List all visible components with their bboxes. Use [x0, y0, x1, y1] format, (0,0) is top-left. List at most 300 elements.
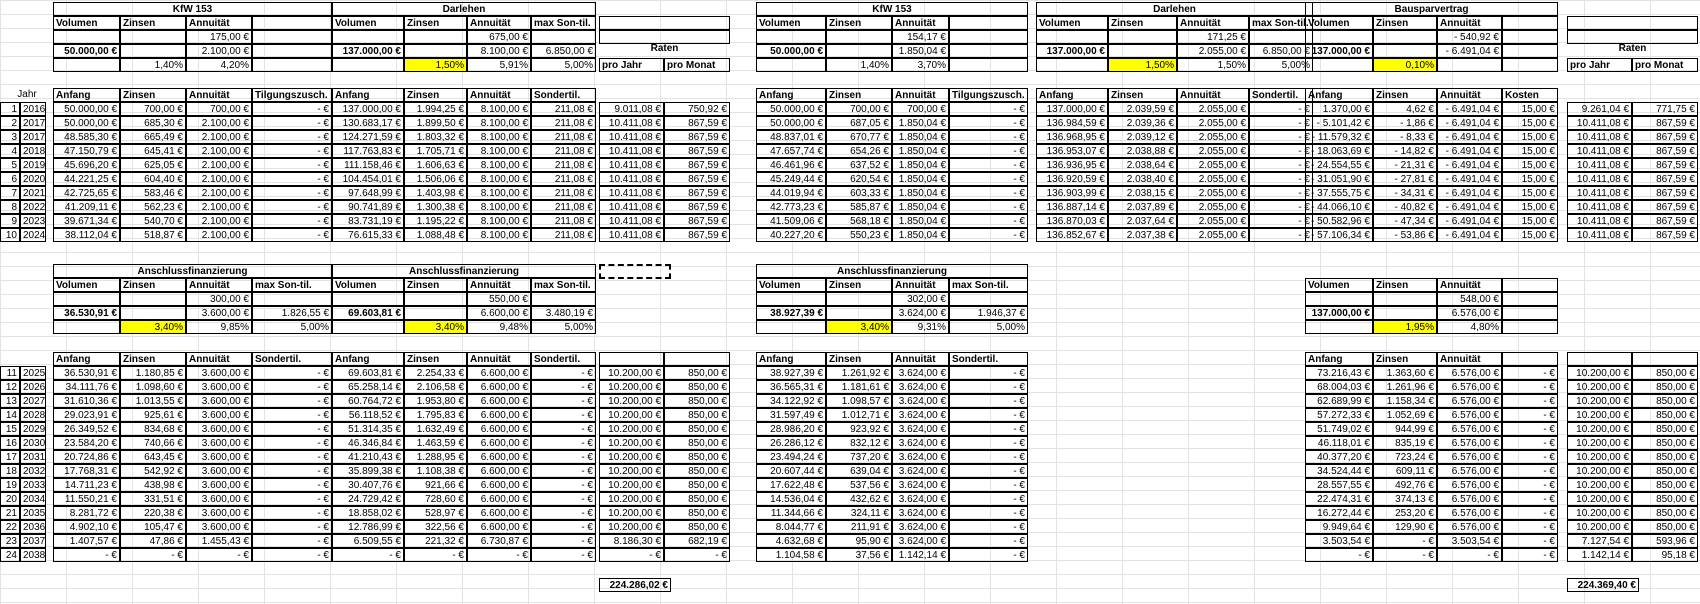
table-cell[interactable]: 685,30 € — [120, 116, 186, 130]
col-header[interactable] — [1632, 352, 1698, 366]
table-cell[interactable]: 10.200,00 € — [1567, 464, 1632, 478]
table-cell[interactable]: 562,23 € — [120, 200, 186, 214]
table-cell[interactable]: - € — [252, 450, 332, 464]
table-cell[interactable]: 6.509,55 € — [332, 534, 404, 548]
col-header[interactable]: Annuität — [467, 278, 531, 292]
table-cell[interactable]: 6.576,00 € — [1437, 506, 1502, 520]
table-cell[interactable]: 1.850,04 € — [892, 228, 949, 242]
header-cell[interactable] — [53, 30, 120, 44]
header-cell[interactable] — [404, 306, 467, 320]
table-cell[interactable]: 867,59 € — [1632, 200, 1698, 214]
table-cell[interactable]: 10.200,00 € — [599, 394, 664, 408]
table-cell[interactable]: 740,66 € — [120, 436, 186, 450]
table-cell[interactable]: 3.600,00 € — [186, 422, 252, 436]
table-cell[interactable]: 51.314,35 € — [332, 422, 404, 436]
table-cell[interactable]: - 6.491,04 € — [1437, 172, 1502, 186]
col-header[interactable]: Annuität — [892, 352, 949, 366]
col-header[interactable]: Anfang — [1036, 88, 1108, 102]
table-cell[interactable]: 56.118,52 € — [332, 408, 404, 422]
row-year[interactable]: 2019 — [20, 158, 46, 172]
table-cell[interactable]: 130.683,17 € — [332, 116, 404, 130]
row-year[interactable]: 2022 — [20, 200, 46, 214]
table-cell[interactable]: 1.403,98 € — [404, 186, 467, 200]
table-cell[interactable]: 10.411,08 € — [599, 228, 664, 242]
table-cell[interactable]: - € — [949, 144, 1028, 158]
table-cell[interactable]: 10.200,00 € — [599, 464, 664, 478]
header-cell[interactable]: 8.100,00 € — [467, 44, 531, 58]
header-cell[interactable]: 137.000,00 € — [1305, 44, 1373, 58]
col-header[interactable]: Anfang — [756, 88, 826, 102]
table-cell[interactable]: - 11.579,32 € — [1305, 130, 1373, 144]
row-year[interactable]: 2023 — [20, 214, 46, 228]
table-cell[interactable]: 117.763,83 € — [332, 144, 404, 158]
table-cell[interactable]: 22.474,31 € — [1305, 492, 1373, 506]
header-cell[interactable] — [252, 292, 332, 306]
table-cell[interactable]: 8.100,00 € — [467, 158, 531, 172]
row-index[interactable]: 14 — [0, 408, 20, 422]
table-cell[interactable]: 10.411,08 € — [599, 116, 664, 130]
header-cell[interactable] — [1373, 306, 1437, 320]
block-title[interactable]: KfW 153 — [53, 2, 332, 16]
table-cell[interactable]: - 53,86 € — [1373, 228, 1437, 242]
col-header[interactable]: Annuität — [892, 278, 949, 292]
block-title[interactable]: Darlehen — [1036, 2, 1313, 16]
table-cell[interactable]: 136.903,99 € — [1036, 186, 1108, 200]
table-cell[interactable]: - € — [949, 200, 1028, 214]
table-cell[interactable]: - € — [1502, 450, 1558, 464]
row-year[interactable]: 2026 — [20, 380, 46, 394]
table-cell[interactable]: 550,23 € — [826, 228, 892, 242]
col-header[interactable]: Annuität — [1437, 278, 1502, 292]
table-cell[interactable]: 10.200,00 € — [1567, 380, 1632, 394]
table-cell[interactable]: 2.037,89 € — [1108, 200, 1177, 214]
table-cell[interactable]: - € — [252, 506, 332, 520]
jahr-label[interactable]: Jahr — [17, 89, 37, 100]
row-year[interactable]: 2018 — [20, 144, 46, 158]
table-cell[interactable]: 48.837,01 € — [756, 130, 826, 144]
table-cell[interactable]: 2.100,00 € — [186, 158, 252, 172]
table-cell[interactable]: 700,00 € — [892, 102, 949, 116]
header-cell[interactable] — [756, 30, 826, 44]
table-cell[interactable]: 2.037,64 € — [1108, 214, 1177, 228]
table-cell[interactable]: 867,59 € — [664, 172, 730, 186]
table-cell[interactable]: - 47,34 € — [1373, 214, 1437, 228]
table-cell[interactable]: 10.200,00 € — [1567, 422, 1632, 436]
row-year[interactable]: 2024 — [20, 228, 46, 242]
table-cell[interactable]: 1.261,96 € — [1373, 380, 1437, 394]
header-cell[interactable] — [1502, 320, 1558, 334]
table-cell[interactable]: 10.411,08 € — [599, 130, 664, 144]
table-cell[interactable]: - € — [949, 102, 1028, 116]
table-cell[interactable]: 1.606,63 € — [404, 158, 467, 172]
row-index[interactable]: 3 — [0, 130, 20, 144]
row-year[interactable]: 2036 — [20, 520, 46, 534]
table-cell[interactable]: - 8,33 € — [1373, 130, 1437, 144]
row-year[interactable]: 2038 — [20, 548, 46, 562]
table-cell[interactable]: 850,00 € — [1632, 506, 1698, 520]
table-cell[interactable]: 3.600,00 € — [186, 436, 252, 450]
header-cell[interactable]: 50.000,00 € — [53, 44, 120, 58]
table-cell[interactable]: - € — [531, 450, 596, 464]
table-cell[interactable]: - € — [252, 172, 332, 186]
table-cell[interactable]: 593,96 € — [1632, 534, 1698, 548]
table-cell[interactable]: 3.600,00 € — [186, 478, 252, 492]
table-cell[interactable]: 867,59 € — [1632, 214, 1698, 228]
table-cell[interactable]: 50.000,00 € — [756, 102, 826, 116]
table-cell[interactable]: 850,00 € — [664, 436, 730, 450]
table-cell[interactable]: 639,04 € — [826, 464, 892, 478]
row-year[interactable]: 2030 — [20, 436, 46, 450]
table-cell[interactable]: 6.600,00 € — [467, 408, 531, 422]
header-cell[interactable]: 302,00 € — [892, 292, 949, 306]
header-cell[interactable]: 1,50% — [404, 58, 467, 72]
table-cell[interactable]: 6.600,00 € — [467, 464, 531, 478]
block-title[interactable]: Bausparvertrag — [1305, 2, 1558, 16]
table-cell[interactable]: 6.600,00 € — [467, 506, 531, 520]
table-cell[interactable]: 850,00 € — [1632, 450, 1698, 464]
table-cell[interactable]: 211,08 € — [531, 144, 596, 158]
table-cell[interactable]: 8.044,77 € — [756, 520, 826, 534]
col-header[interactable]: Annuität — [1437, 352, 1502, 366]
table-cell[interactable]: 15,00 € — [1502, 186, 1558, 200]
table-cell[interactable]: 850,00 € — [1632, 478, 1698, 492]
table-cell[interactable]: 850,00 € — [1632, 520, 1698, 534]
table-cell[interactable]: 44.221,25 € — [53, 172, 120, 186]
table-cell[interactable]: 65.258,14 € — [332, 380, 404, 394]
table-cell[interactable]: 26.349,52 € — [53, 422, 120, 436]
table-cell[interactable]: 50.000,00 € — [53, 116, 120, 130]
block-title[interactable]: Anschlussfinanzierung — [756, 264, 1028, 278]
table-cell[interactable]: 4.632,68 € — [756, 534, 826, 548]
table-cell[interactable]: 10.411,08 € — [599, 172, 664, 186]
table-cell[interactable]: - € — [1249, 158, 1313, 172]
col-header[interactable]: Anfang — [53, 352, 120, 366]
table-cell[interactable]: 2.039,36 € — [1108, 116, 1177, 130]
table-cell[interactable]: 10.200,00 € — [599, 492, 664, 506]
col-header[interactable]: Annuität — [467, 352, 531, 366]
table-cell[interactable]: 47.657,74 € — [756, 144, 826, 158]
header-cell[interactable] — [949, 44, 1028, 58]
table-cell[interactable]: 1.012,71 € — [826, 408, 892, 422]
table-cell[interactable]: 850,00 € — [664, 506, 730, 520]
table-cell[interactable]: 1.850,04 € — [892, 116, 949, 130]
table-cell[interactable]: - € — [1249, 172, 1313, 186]
table-cell[interactable]: 129,90 € — [1373, 520, 1437, 534]
table-cell[interactable]: - € — [531, 380, 596, 394]
table-cell[interactable]: 10.200,00 € — [1567, 492, 1632, 506]
table-cell[interactable]: 10.200,00 € — [599, 450, 664, 464]
table-cell[interactable]: 850,00 € — [664, 450, 730, 464]
total-cell[interactable]: 224.286,02 € — [599, 578, 671, 592]
table-cell[interactable]: 10.411,08 € — [1567, 158, 1632, 172]
header-cell[interactable]: - 6.491,04 € — [1437, 44, 1502, 58]
header-cell[interactable]: 0,10% — [1373, 58, 1437, 72]
table-cell[interactable]: - € — [120, 548, 186, 562]
header-cell[interactable]: 5,00% — [531, 320, 596, 334]
table-cell[interactable]: 23.494,24 € — [756, 450, 826, 464]
table-cell[interactable]: 11.344,66 € — [756, 506, 826, 520]
table-cell[interactable]: 944,99 € — [1373, 422, 1437, 436]
table-cell[interactable]: 3.600,00 € — [186, 492, 252, 506]
table-cell[interactable]: 69.603,81 € — [332, 366, 404, 380]
col-header[interactable]: Volumen — [756, 278, 826, 292]
table-cell[interactable]: 609,11 € — [1373, 464, 1437, 478]
table-cell[interactable]: 26.286,12 € — [756, 436, 826, 450]
table-cell[interactable]: 2.055,00 € — [1177, 144, 1249, 158]
table-cell[interactable]: 20.607,44 € — [756, 464, 826, 478]
table-cell[interactable]: - 18.063,69 € — [1305, 144, 1373, 158]
header-cell[interactable]: 1.850,04 € — [892, 44, 949, 58]
table-cell[interactable]: 1.104,58 € — [756, 548, 826, 562]
raten-box-top[interactable] — [599, 16, 730, 30]
col-header[interactable] — [1502, 278, 1558, 292]
table-cell[interactable]: 637,52 € — [826, 158, 892, 172]
table-cell[interactable]: - € — [252, 102, 332, 116]
col-header[interactable]: Zinsen — [826, 278, 892, 292]
col-header[interactable]: Volumen — [756, 16, 826, 30]
table-cell[interactable]: 6.600,00 € — [467, 366, 531, 380]
table-cell[interactable]: 3.624,00 € — [892, 492, 949, 506]
row-year[interactable]: 2034 — [20, 492, 46, 506]
table-cell[interactable]: 1.506,06 € — [404, 172, 467, 186]
table-cell[interactable]: - € — [252, 158, 332, 172]
col-header[interactable]: Zinsen — [120, 352, 186, 366]
header-cell[interactable] — [120, 306, 186, 320]
table-cell[interactable]: 2.100,00 € — [186, 200, 252, 214]
table-cell[interactable]: 643,45 € — [120, 450, 186, 464]
table-cell[interactable]: 97.648,99 € — [332, 186, 404, 200]
col-header[interactable]: Anfang — [332, 88, 404, 102]
table-cell[interactable]: 670,77 € — [826, 130, 892, 144]
table-cell[interactable]: 771,75 € — [1632, 102, 1698, 116]
col-header[interactable]: Zinsen — [826, 16, 892, 30]
header-cell[interactable] — [53, 320, 120, 334]
header-cell[interactable]: 3,40% — [404, 320, 467, 334]
table-cell[interactable]: 8.281,72 € — [53, 506, 120, 520]
table-cell[interactable]: 2.038,15 € — [1108, 186, 1177, 200]
table-cell[interactable]: 37,56 € — [826, 548, 892, 562]
table-cell[interactable]: - € — [252, 200, 332, 214]
table-cell[interactable]: - € — [949, 186, 1028, 200]
table-cell[interactable]: 1.850,04 € — [892, 214, 949, 228]
header-cell[interactable] — [332, 320, 404, 334]
table-cell[interactable]: 1.013,55 € — [120, 394, 186, 408]
table-cell[interactable]: 540,70 € — [120, 214, 186, 228]
table-cell[interactable]: 3.624,00 € — [892, 464, 949, 478]
table-cell[interactable]: 2.039,12 € — [1108, 130, 1177, 144]
table-cell[interactable]: 6.600,00 € — [467, 380, 531, 394]
table-cell[interactable]: 10.200,00 € — [1567, 408, 1632, 422]
col-header[interactable] — [252, 16, 332, 30]
table-cell[interactable]: 136.920,59 € — [1036, 172, 1108, 186]
table-cell[interactable]: 3.600,00 € — [186, 520, 252, 534]
header-cell[interactable]: 9,48% — [467, 320, 531, 334]
col-header[interactable]: Volumen — [1036, 16, 1108, 30]
table-cell[interactable]: - € — [252, 394, 332, 408]
col-header[interactable]: Zinsen — [404, 16, 467, 30]
col-header[interactable] — [1502, 16, 1558, 30]
table-cell[interactable]: - 27,81 € — [1373, 172, 1437, 186]
col-header[interactable]: Annuität — [186, 88, 252, 102]
table-cell[interactable]: 1.088,48 € — [404, 228, 467, 242]
table-cell[interactable]: 18.858,02 € — [332, 506, 404, 520]
col-header[interactable]: Anfang — [1305, 352, 1373, 366]
header-cell[interactable]: 3,70% — [892, 58, 949, 72]
table-cell[interactable]: - € — [531, 548, 596, 562]
header-cell[interactable]: 1.946,37 € — [949, 306, 1028, 320]
table-cell[interactable]: 136.953,07 € — [1036, 144, 1108, 158]
table-cell[interactable]: 835,19 € — [1373, 436, 1437, 450]
table-cell[interactable]: 2.100,00 € — [186, 130, 252, 144]
row-year[interactable]: 2017 — [20, 116, 46, 130]
table-cell[interactable]: 2.100,00 € — [186, 172, 252, 186]
header-cell[interactable]: 50.000,00 € — [756, 44, 826, 58]
table-cell[interactable]: 10.200,00 € — [599, 520, 664, 534]
table-cell[interactable]: 4,62 € — [1373, 102, 1437, 116]
table-cell[interactable]: 8.100,00 € — [467, 228, 531, 242]
col-header[interactable]: Zinsen — [404, 88, 467, 102]
table-cell[interactable]: - € — [949, 366, 1028, 380]
col-header[interactable] — [1502, 352, 1558, 366]
table-cell[interactable]: 137.000,00 € — [332, 102, 404, 116]
table-cell[interactable]: 15,00 € — [1502, 158, 1558, 172]
table-cell[interactable]: 211,08 € — [531, 116, 596, 130]
header-cell[interactable]: 550,00 € — [467, 292, 531, 306]
table-cell[interactable]: 10.200,00 € — [599, 422, 664, 436]
table-cell[interactable]: 1.407,57 € — [53, 534, 120, 548]
table-cell[interactable]: - € — [1502, 520, 1558, 534]
table-cell[interactable]: - € — [949, 394, 1028, 408]
table-cell[interactable]: - € — [1502, 366, 1558, 380]
col-header[interactable]: Zinsen — [120, 278, 186, 292]
col-header[interactable]: Annuität — [892, 88, 949, 102]
table-cell[interactable]: 38.927,39 € — [756, 366, 826, 380]
table-cell[interactable]: 211,08 € — [531, 130, 596, 144]
header-cell[interactable] — [332, 292, 404, 306]
table-cell[interactable]: 528,97 € — [404, 506, 467, 520]
header-cell[interactable]: 9,31% — [892, 320, 949, 334]
col-header[interactable]: Annuität — [186, 278, 252, 292]
table-cell[interactable]: 62.689,99 € — [1305, 394, 1373, 408]
col-header[interactable]: Anfang — [53, 88, 120, 102]
table-cell[interactable]: 620,54 € — [826, 172, 892, 186]
table-cell[interactable]: 136.870,03 € — [1036, 214, 1108, 228]
table-cell[interactable]: 2.055,00 € — [1177, 130, 1249, 144]
table-cell[interactable]: 6.576,00 € — [1437, 436, 1502, 450]
table-cell[interactable]: 492,76 € — [1373, 478, 1437, 492]
table-cell[interactable]: 850,00 € — [664, 380, 730, 394]
table-cell[interactable]: 10.411,08 € — [1567, 186, 1632, 200]
table-cell[interactable]: 40.377,20 € — [1305, 450, 1373, 464]
table-cell[interactable]: 1.300,38 € — [404, 200, 467, 214]
col-header[interactable] — [949, 16, 1028, 30]
table-cell[interactable]: - 6.491,04 € — [1437, 116, 1502, 130]
table-cell[interactable]: 46.118,01 € — [1305, 436, 1373, 450]
table-cell[interactable]: 15,00 € — [1502, 228, 1558, 242]
table-cell[interactable]: - € — [1249, 200, 1313, 214]
table-cell[interactable]: 1.850,04 € — [892, 186, 949, 200]
table-cell[interactable]: 40.227,20 € — [756, 228, 826, 242]
table-cell[interactable]: 68.004,03 € — [1305, 380, 1373, 394]
table-cell[interactable]: 2.254,33 € — [404, 366, 467, 380]
table-cell[interactable]: 42.773,23 € — [756, 200, 826, 214]
table-cell[interactable]: 723,24 € — [1373, 450, 1437, 464]
table-cell[interactable]: 39.671,34 € — [53, 214, 120, 228]
table-cell[interactable]: 737,20 € — [826, 450, 892, 464]
col-header[interactable]: Volumen — [53, 16, 120, 30]
table-cell[interactable]: 10.200,00 € — [1567, 478, 1632, 492]
table-cell[interactable]: 17.622,48 € — [756, 478, 826, 492]
header-cell[interactable] — [404, 292, 467, 306]
header-cell[interactable] — [756, 292, 826, 306]
total-cell[interactable]: 224.369,40 € — [1567, 578, 1639, 592]
table-cell[interactable]: 136.968,95 € — [1036, 130, 1108, 144]
row-year[interactable]: 2025 — [20, 366, 46, 380]
table-cell[interactable]: 15,00 € — [1502, 214, 1558, 228]
table-cell[interactable]: 3.624,00 € — [892, 520, 949, 534]
table-cell[interactable]: - € — [949, 520, 1028, 534]
table-cell[interactable]: - 44.066,10 € — [1305, 200, 1373, 214]
table-cell[interactable]: 1.288,95 € — [404, 450, 467, 464]
header-cell[interactable]: 4,80% — [1437, 320, 1502, 334]
table-cell[interactable]: 923,92 € — [826, 422, 892, 436]
table-cell[interactable]: - € — [949, 172, 1028, 186]
table-cell[interactable]: 60.764,72 € — [332, 394, 404, 408]
table-cell[interactable]: 687,05 € — [826, 116, 892, 130]
table-cell[interactable]: 3.503,54 € — [1437, 534, 1502, 548]
row-year[interactable]: 2028 — [20, 408, 46, 422]
header-cell[interactable] — [53, 58, 120, 72]
table-cell[interactable]: 6.576,00 € — [1437, 464, 1502, 478]
table-cell[interactable]: - € — [531, 478, 596, 492]
header-cell[interactable] — [826, 30, 892, 44]
row-index[interactable]: 5 — [0, 158, 20, 172]
table-cell[interactable]: 654,26 € — [826, 144, 892, 158]
table-cell[interactable]: 10.200,00 € — [599, 506, 664, 520]
col-header[interactable]: max Son-til. — [531, 278, 596, 292]
table-cell[interactable]: 834,68 € — [120, 422, 186, 436]
table-cell[interactable]: 46.346,84 € — [332, 436, 404, 450]
table-cell[interactable]: 1.142,14 € — [892, 548, 949, 562]
row-year[interactable]: 2017 — [20, 130, 46, 144]
header-cell[interactable]: 5,91% — [467, 58, 531, 72]
header-cell[interactable]: - 540,92 € — [1437, 30, 1502, 44]
row-year[interactable]: 2029 — [20, 422, 46, 436]
table-cell[interactable]: 3.624,00 € — [892, 422, 949, 436]
table-cell[interactable]: - € — [949, 506, 1028, 520]
table-cell[interactable]: - 34,31 € — [1373, 186, 1437, 200]
table-cell[interactable]: 2.100,00 € — [186, 144, 252, 158]
header-cell[interactable] — [1502, 44, 1558, 58]
col-header[interactable]: Zinsen — [1108, 88, 1177, 102]
row-index[interactable]: 20 — [0, 492, 20, 506]
table-cell[interactable]: 44.019,94 € — [756, 186, 826, 200]
row-index[interactable]: 21 — [0, 506, 20, 520]
row-year[interactable]: 2032 — [20, 464, 46, 478]
table-cell[interactable]: 1.158,34 € — [1373, 394, 1437, 408]
table-cell[interactable]: 136.852,67 € — [1036, 228, 1108, 242]
table-cell[interactable]: 104.454,01 € — [332, 172, 404, 186]
header-cell[interactable] — [826, 292, 892, 306]
table-cell[interactable]: 8.100,00 € — [467, 214, 531, 228]
col-header[interactable]: Zinsen — [826, 352, 892, 366]
col-header[interactable]: Sondertil. — [531, 352, 596, 366]
table-cell[interactable]: 41.210,43 € — [332, 450, 404, 464]
row-index[interactable]: 15 — [0, 422, 20, 436]
col-header[interactable]: Volumen — [332, 278, 404, 292]
table-cell[interactable]: 105,47 € — [120, 520, 186, 534]
table-cell[interactable]: 15,00 € — [1502, 102, 1558, 116]
